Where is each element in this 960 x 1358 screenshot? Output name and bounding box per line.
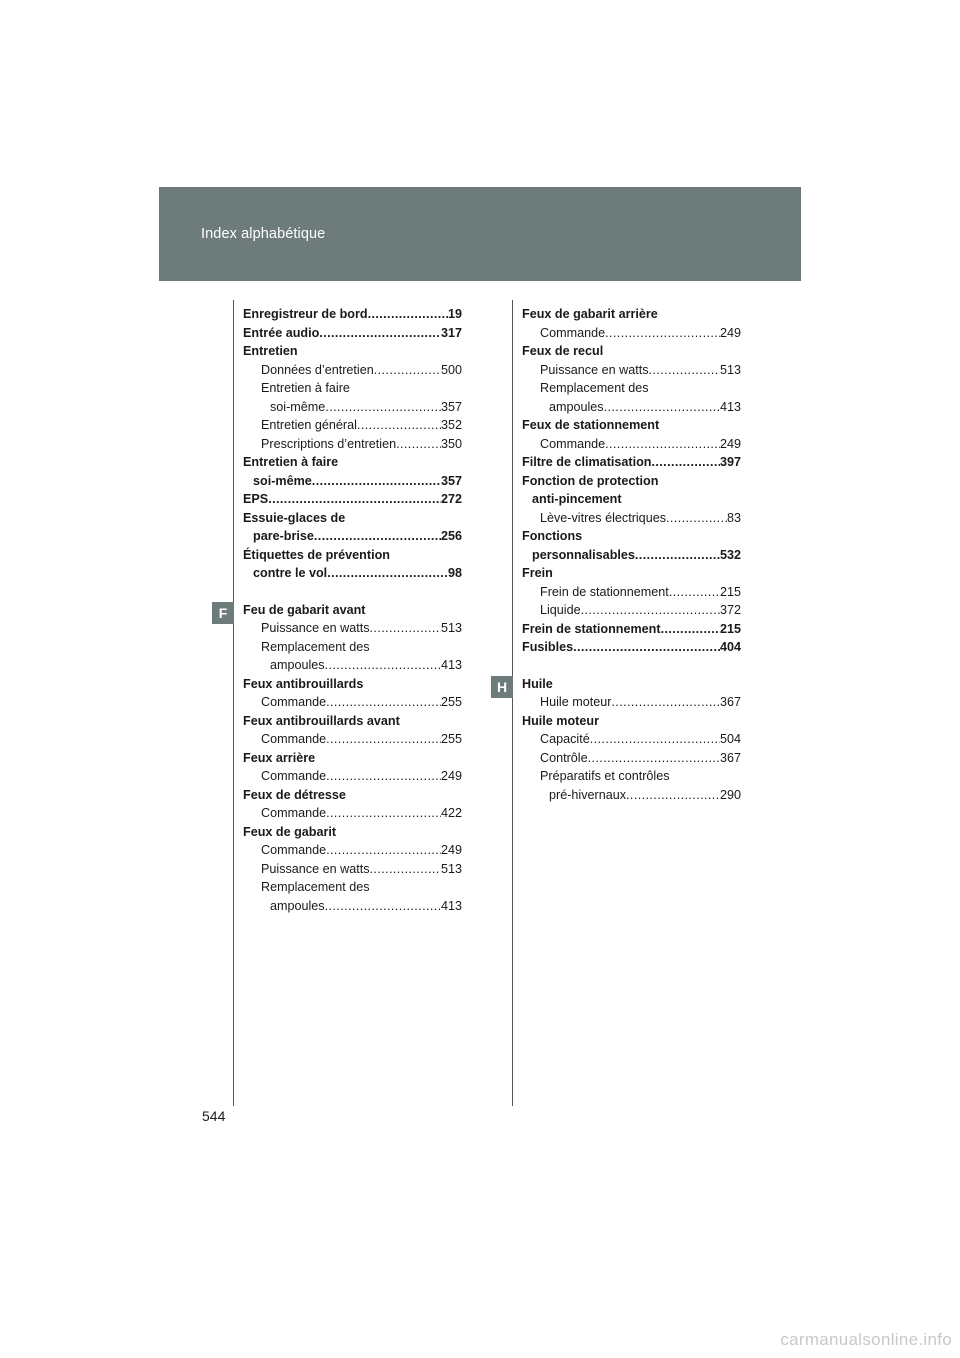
index-entry[interactable] (522, 730, 741, 749)
dot-leader (326, 730, 441, 749)
page-reference[interactable]: 249 (719, 436, 741, 451)
dot-leader (268, 490, 441, 509)
entry-label: Commande (261, 732, 327, 746)
index-heading: Feux de stationnement (522, 418, 660, 432)
index-entry[interactable] (243, 656, 462, 675)
page-reference[interactable]: 372 (719, 603, 741, 617)
page-reference[interactable]: 367 (719, 695, 741, 709)
entry-label: Commande (540, 436, 606, 451)
index-heading: Feux antibrouillards avant (243, 713, 400, 728)
index-entry[interactable] (522, 638, 741, 657)
index-heading: Feux de gabarit (243, 824, 337, 839)
dot-leader (611, 693, 720, 712)
page-reference[interactable]: 249 (440, 843, 462, 857)
page-reference[interactable]: 500 (440, 362, 462, 377)
index-heading: Remplacement des (261, 639, 370, 654)
dot-leader (357, 416, 441, 435)
dot-leader (370, 860, 441, 879)
index-heading: Huile moteur (522, 713, 599, 728)
dot-leader (626, 786, 720, 805)
index-entry[interactable] (522, 509, 741, 528)
page-reference[interactable]: 504 (719, 732, 741, 746)
dot-leader (604, 398, 720, 417)
entry-label: Enregistreur de bord (243, 307, 368, 321)
page-reference[interactable]: 249 (719, 325, 741, 340)
page-reference[interactable]: 413 (440, 658, 462, 672)
entry-label: Données d’entretien (261, 362, 374, 377)
dot-leader (635, 546, 720, 565)
index-entry[interactable] (522, 361, 741, 380)
entry-label: Capacité (540, 732, 590, 746)
dot-leader (326, 804, 441, 823)
page-reference[interactable]: 513 (719, 362, 741, 377)
page-reference[interactable]: 397 (719, 455, 741, 469)
page-reference[interactable]: 215 (719, 621, 741, 636)
entry-label: Fusibles (522, 640, 574, 654)
dot-leader (588, 749, 720, 768)
index-entry[interactable] (243, 527, 462, 546)
index-heading: Entretien à faire (261, 381, 350, 395)
dot-leader (326, 693, 441, 712)
index-entry[interactable] (522, 398, 741, 417)
entry-label: soi-même (270, 399, 326, 414)
dot-leader (573, 638, 720, 657)
entry-label: personnalisables (532, 547, 635, 562)
dot-leader (661, 620, 720, 639)
index-entry[interactable] (522, 583, 741, 602)
index-entry[interactable] (522, 435, 741, 454)
dot-leader (326, 841, 441, 860)
entry-label: ampoules (270, 898, 325, 913)
page-number: 544 (202, 1108, 226, 1124)
entry-label: Entrée audio (243, 325, 320, 340)
dot-leader (649, 361, 720, 380)
entry-label: Commande (261, 806, 327, 820)
entry-label: Huile moteur (540, 695, 612, 709)
section-gap (522, 657, 741, 675)
dot-leader (605, 435, 720, 454)
index-heading: Essuie-glaces de (243, 510, 346, 525)
entry-label: Frein de stationnement (522, 621, 661, 636)
section-tab-f[interactable]: F (212, 602, 234, 624)
dot-leader (326, 767, 441, 786)
index-entry[interactable] (243, 693, 462, 712)
entry-label: Liquide (540, 603, 581, 617)
index-heading: Frein (522, 566, 553, 580)
entry-label: Commande (261, 769, 327, 783)
page-title: Index alphabétique (201, 226, 326, 242)
dot-leader (319, 324, 441, 343)
page-reference[interactable]: 513 (440, 621, 462, 635)
index-entry[interactable] (243, 472, 462, 491)
page-reference[interactable]: 98 (447, 566, 462, 580)
page-reference[interactable]: 255 (440, 695, 462, 709)
header-band (159, 187, 801, 281)
dot-leader (325, 897, 441, 916)
entry-label: EPS (243, 492, 269, 506)
dot-leader (666, 509, 727, 528)
page-reference[interactable]: 317 (440, 325, 462, 340)
index-entry[interactable] (243, 619, 462, 638)
page-reference[interactable]: 19 (447, 307, 462, 321)
index-heading: Huile (522, 676, 553, 691)
index-entry[interactable] (243, 361, 462, 380)
index-column-right (522, 305, 741, 804)
left-column-rule (233, 300, 234, 1106)
page-reference[interactable]: 422 (440, 806, 462, 820)
index-entry[interactable] (522, 786, 741, 805)
entry-label: Puissance en watts (261, 621, 370, 635)
entry-label: Lève-vitres électriques (540, 510, 666, 525)
entry-label: contre le vol (253, 566, 328, 580)
page-reference[interactable]: 350 (440, 436, 462, 451)
index-entry[interactable] (243, 490, 462, 509)
entry-label: Puissance en watts (540, 362, 649, 377)
page-reference[interactable]: 404 (719, 640, 741, 654)
dot-leader (327, 564, 448, 583)
index-heading: Remplacement des (540, 381, 649, 395)
entry-label: Prescriptions d’entretien (261, 436, 397, 451)
index-entry[interactable] (243, 804, 462, 823)
index-entry[interactable] (243, 564, 462, 583)
index-heading: Feux de détresse (243, 787, 346, 802)
index-heading: Feux de recul (522, 344, 604, 358)
index-entry[interactable] (243, 324, 462, 343)
dot-leader (590, 730, 720, 749)
index-entry[interactable] (243, 897, 462, 916)
dot-leader (325, 656, 441, 675)
index-heading: Préparatifs et contrôles (540, 769, 670, 783)
page-reference[interactable]: 357 (440, 399, 462, 414)
dot-leader (368, 305, 448, 324)
dot-leader (605, 324, 720, 343)
dot-leader (312, 472, 441, 491)
entry-label: pare-brise (253, 529, 314, 543)
page-reference[interactable]: 367 (719, 750, 741, 765)
page-reference[interactable]: 249 (440, 769, 462, 783)
entry-label: Filtre de climatisation (522, 455, 652, 469)
index-entry[interactable] (522, 693, 741, 712)
entry-label: Commande (261, 695, 327, 709)
entry-label: ampoules (549, 399, 604, 414)
index-entry[interactable] (522, 601, 741, 620)
index-entry[interactable] (522, 324, 741, 343)
index-heading: Étiquettes de prévention (243, 547, 390, 562)
dot-leader (370, 619, 441, 638)
section-tab-h[interactable]: H (491, 676, 513, 698)
page-reference[interactable]: 413 (440, 898, 462, 913)
page-reference[interactable]: 215 (719, 584, 741, 599)
index-heading: Feux antibrouillards (243, 676, 364, 691)
dot-leader (396, 435, 441, 454)
index-heading: Feux de gabarit arrière (522, 307, 658, 321)
index-entry[interactable] (243, 730, 462, 749)
index-heading: Feu de gabarit avant (243, 602, 366, 617)
index-heading: Entretien (243, 344, 298, 358)
watermark: carmanualsonline.info (780, 1330, 952, 1349)
entry-label: ampoules (270, 658, 325, 672)
page-reference[interactable]: 256 (440, 529, 462, 543)
page-reference[interactable]: 357 (440, 473, 462, 488)
index-entry[interactable] (243, 416, 462, 435)
index-entry[interactable] (522, 620, 741, 639)
entry-label: Puissance en watts (261, 861, 370, 876)
index-entry[interactable] (243, 305, 462, 324)
entry-label: Entretien général (261, 418, 357, 432)
index-column-left (243, 305, 462, 915)
index-entry[interactable] (522, 453, 741, 472)
index-entry[interactable] (522, 546, 741, 565)
dot-leader (325, 398, 441, 417)
section-gap (243, 583, 462, 601)
page-reference[interactable]: 413 (719, 399, 741, 414)
entry-label: Frein de stationnement (540, 584, 669, 599)
dot-leader (669, 583, 720, 602)
dot-leader (581, 601, 720, 620)
entry-label: Commande (261, 843, 327, 857)
page-reference[interactable]: 532 (719, 547, 741, 562)
index-entry[interactable] (243, 435, 462, 454)
page-reference[interactable]: 272 (440, 492, 462, 506)
index-entry[interactable] (243, 398, 462, 417)
entry-label: Commande (540, 325, 606, 340)
page-reference[interactable]: 513 (440, 861, 462, 876)
page-reference[interactable]: 290 (719, 787, 741, 802)
dot-leader (651, 453, 720, 472)
right-column-rule (512, 300, 513, 1106)
index-heading: Remplacement des (261, 880, 370, 894)
index-entry[interactable] (243, 860, 462, 879)
page-reference[interactable]: 352 (440, 418, 462, 432)
page-reference[interactable]: 83 (726, 510, 741, 525)
page-reference[interactable]: 255 (440, 732, 462, 746)
index-heading: Entretien à faire (243, 455, 339, 469)
index-heading: Fonction de protection (522, 473, 659, 488)
index-heading: Fonctions (522, 529, 583, 543)
entry-label: Contrôle (540, 750, 588, 765)
index-entry[interactable] (522, 749, 741, 768)
dot-leader (374, 361, 441, 380)
dot-leader (314, 527, 441, 546)
index-heading: Feux arrière (243, 750, 316, 765)
index-entry[interactable] (243, 767, 462, 786)
index-entry[interactable] (243, 841, 462, 860)
entry-label: pré-hivernaux (549, 787, 627, 802)
index-heading: anti-pincement (532, 492, 622, 506)
entry-label: soi-même (253, 473, 312, 488)
